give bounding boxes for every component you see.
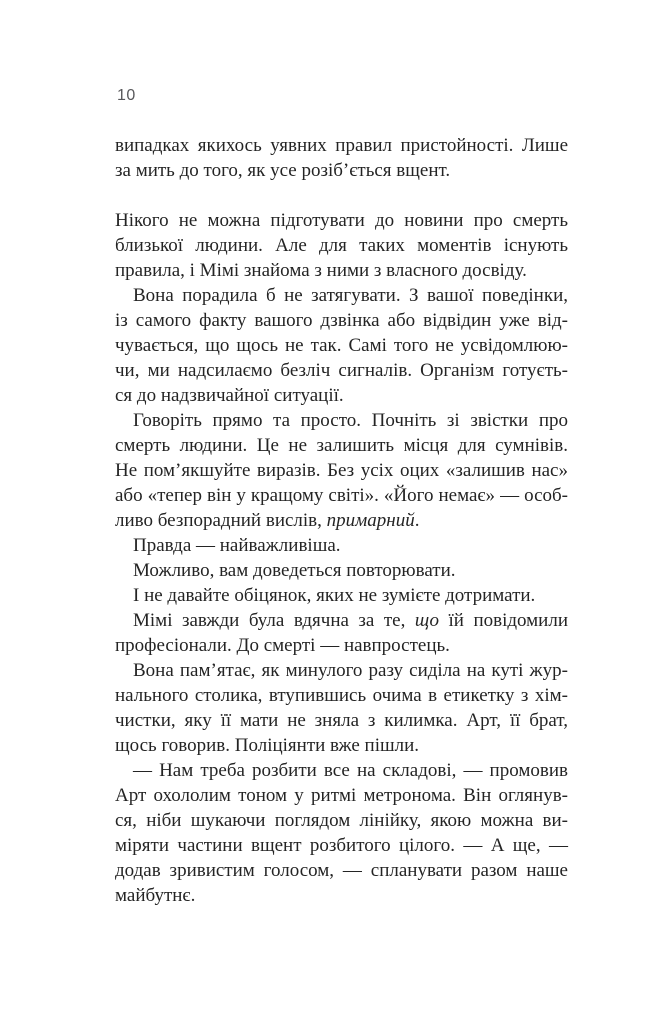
text-line <box>115 858 568 883</box>
text-segment: Вона пам’ятає, як минулого разу сиділа на куті жур- <box>133 660 568 681</box>
text-line <box>115 158 568 183</box>
text-line <box>115 783 568 808</box>
text-line <box>115 283 568 308</box>
text-segment: Нікого не можна підготувати до новини про смерть <box>115 210 568 231</box>
text-segment: міряти частини вщент розбитого цілого. — А ще, — <box>115 835 568 856</box>
text-segment: Арт охололим тоном у ритмі метронома. Він оглянув- <box>115 785 568 806</box>
text-line <box>115 408 568 433</box>
text-segment: чувається, що щось не так. Самі того не усвідомлюю- <box>115 335 568 356</box>
text-segment: смерть людини. Це не залишить місця для сумнівів. <box>115 435 568 456</box>
text-segment: . <box>414 510 420 531</box>
text-line <box>115 433 568 458</box>
text-line <box>115 733 568 758</box>
text-line <box>115 658 568 683</box>
text-segment: випадках якихось уявних правил пристойності. Лише <box>115 135 568 156</box>
text-segment: Вона порадила б не затягувати. З вашої поведінки, <box>133 285 568 306</box>
text-line <box>115 458 568 483</box>
text-segment: Говоріть прямо та просто. Почніть зі звістки про <box>133 410 568 431</box>
text-segment: Правда — найважливіша. <box>133 535 341 556</box>
text-line <box>115 883 568 908</box>
text-segment: ливо безпорадний вислів, <box>115 510 327 531</box>
text-segment: чи, ми надсилаємо безліч сигналів. Організм готуєть- <box>115 360 568 381</box>
text-segment: за мить до того, як усе розіб’ється вщент. <box>115 160 451 181</box>
text-line <box>115 708 568 733</box>
text-segment: із самого факту вашого дзвінка або відвідин уже від- <box>115 310 568 331</box>
text-line <box>115 233 568 258</box>
text-segment: щось говорив. Поліціянти вже пішли. <box>115 735 420 756</box>
text-line <box>115 833 568 858</box>
text-line <box>115 558 568 583</box>
text-segment: І не давайте обіцянок, яких не зумієте дотримати. <box>133 585 536 606</box>
text-line <box>115 133 568 158</box>
text-line <box>115 758 568 783</box>
text-segment: чистки, яку її мати не зняла з килимка. Арт, її брат, <box>115 710 568 731</box>
text-segment: або «тепер він у кращому світі». «Його немає» — особ- <box>115 485 568 506</box>
text-line <box>115 383 568 408</box>
text-line <box>115 583 568 608</box>
page-number: 10 <box>117 87 136 104</box>
text-line <box>115 683 568 708</box>
text-line <box>115 208 568 233</box>
text-line <box>115 608 568 633</box>
text-line <box>115 333 568 358</box>
text-segment: ся до надзвичайної ситуації. <box>115 385 344 406</box>
text-segment: правила, і Мімі знайома з ними з власного досвіду. <box>115 260 527 281</box>
text-line <box>115 633 568 658</box>
text-segment: нального столика, втупившись очима в етикетку з хім- <box>115 685 568 706</box>
text-line <box>115 808 568 833</box>
text-segment: — Нам треба розбити все на складові, — промовив <box>133 760 568 781</box>
text-segment: їй повідомили <box>438 610 569 631</box>
text-line <box>115 258 568 283</box>
text-segment: Не пом’якшуйте виразів. Без усіх оцих «залишив нас» <box>115 460 568 481</box>
text-line <box>115 308 568 333</box>
text-line <box>115 358 568 383</box>
text-segment: ся, ніби шукаючи поглядом лінійку, якою можна ви- <box>115 810 568 831</box>
text-segment: майбутнє. <box>115 885 196 906</box>
text-segment: близької людини. Але для таких моментів існують <box>115 235 568 256</box>
text-line <box>115 508 568 533</box>
page-text <box>115 133 568 908</box>
text-segment: додав зривистим голосом, — спланувати разом наше <box>115 860 568 881</box>
text-line <box>115 533 568 558</box>
text-segment: Мімі завжди була вдячна за те, <box>133 610 415 631</box>
italic-text: що <box>414 610 439 631</box>
text-line <box>115 483 568 508</box>
text-segment: Можливо, вам доведеться повторювати. <box>133 560 456 581</box>
italic-text: примарний <box>326 510 415 531</box>
text-segment: професіонали. До смерті — навпростець. <box>115 635 450 656</box>
